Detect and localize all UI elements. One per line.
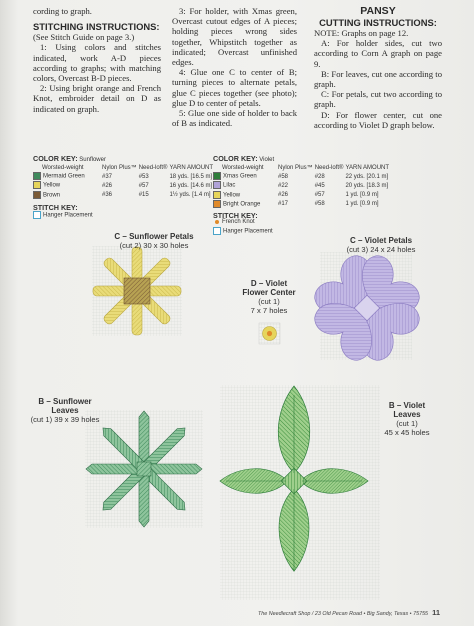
color-name: Yellow xyxy=(43,182,61,189)
color-name: Bright Orange xyxy=(223,201,261,208)
yarn-amount: 16 yds. [14.6 m] xyxy=(169,182,213,189)
yarn-amount: 1 yd. [0.9 m] xyxy=(345,192,379,199)
yarn-amount: 1 yd. [0.9 m] xyxy=(345,201,379,208)
sunflower-petals-label xyxy=(98,232,210,250)
header-amount: YARN AMOUNT xyxy=(169,164,214,171)
label-title: D – Violet xyxy=(250,279,288,288)
label-subtitle: (cut 2) 30 x 30 holes xyxy=(119,241,189,250)
cut-b: B: For leaves, cut one according to graph. xyxy=(314,68,442,90)
stitching-heading: STITCHING INSTRUCTIONS: xyxy=(33,21,160,33)
stitch-key-title: STITCH KEY: xyxy=(33,202,78,212)
label-holes: 45 x 45 holes xyxy=(384,428,430,437)
yarn-amount: 22 yds. [20.1 m] xyxy=(345,173,389,180)
needloft-number: #58 xyxy=(314,201,325,208)
cut-c: C: For petals, cut two according to graph. xyxy=(314,89,442,110)
lead-text: cording to graph. xyxy=(33,6,92,16)
yarn-amount: 1½ yds. [1.4 m] xyxy=(169,192,211,199)
label-title: C – Violet Petals xyxy=(349,236,413,245)
leaf-center xyxy=(137,462,151,476)
yarn-amount: 20 yds. [18.3 m] xyxy=(345,182,389,189)
step-2: 2: Using bright orange and French Knot, embroider detail on D as indicated on graph. xyxy=(33,83,161,114)
nylon-number: #26 xyxy=(102,182,113,189)
needloft-number: #57 xyxy=(314,192,325,199)
header-nylon: Nylon Plus™ xyxy=(278,164,313,171)
label-cut: (cut 1) xyxy=(258,297,280,306)
stitch-key-title: STITCH KEY: xyxy=(213,210,258,220)
color-name: Brown xyxy=(43,192,61,199)
leaf xyxy=(86,464,140,474)
pansy-title: PANSY xyxy=(360,5,396,17)
yarn-amount: 18 yds. [16.5 m] xyxy=(169,173,213,180)
color-key-subtitle: Sunflower xyxy=(79,157,106,163)
violet-center-label xyxy=(229,279,309,315)
needloft-number: #45 xyxy=(314,182,325,189)
nylon-number: #17 xyxy=(278,201,289,208)
nylon-number: #36 xyxy=(102,192,113,199)
leaf xyxy=(139,473,149,527)
needloft-number: #57 xyxy=(138,182,149,189)
hanger-label: Hanger Placement xyxy=(223,228,273,235)
violet-leaves-graph xyxy=(220,385,380,600)
nylon-number: #26 xyxy=(278,192,289,199)
page-footer xyxy=(258,608,440,617)
leaf xyxy=(139,411,149,465)
needloft-number: #53 xyxy=(138,173,149,180)
label-title: B – Violet xyxy=(388,401,426,410)
color-key-title: COLOR KEY: xyxy=(213,154,258,163)
nylon-number: #22 xyxy=(278,182,289,189)
label-subtitle: (cut 3) 24 x 24 holes xyxy=(346,245,416,254)
nylon-number: #58 xyxy=(278,173,289,180)
color-key-title: COLOR KEY: xyxy=(33,154,78,163)
color-key-subtitle: Violet xyxy=(259,157,275,163)
header-nylon: Nylon Plus™ xyxy=(102,164,137,171)
header-worsted: Worsted-weight xyxy=(222,164,264,171)
header-needloft: Need-loft® xyxy=(314,164,344,171)
step-4: 4: Glue one C to center of B; turning pieces to alternate petals, glue C pieces together (see photo); glue D to center of petals. xyxy=(172,67,297,108)
french-knot-label: French Knot xyxy=(222,219,255,226)
sunflower-petals-graph xyxy=(92,246,182,336)
cut-d: D: For flower center, cut one according to Violet D graph below. xyxy=(314,109,442,130)
color-name: Xmas Green xyxy=(223,173,257,180)
color-name: Mermaid Green xyxy=(43,173,85,180)
cutting-heading: CUTTING INSTRUCTIONS: xyxy=(319,17,437,28)
color-name: Yellow xyxy=(223,192,241,199)
step-1: 1: Using colors and stitches indicated, work A-D pieces according to graphs; with matching colors, Overcast B-D pieces. xyxy=(33,42,161,84)
violet-petals-label xyxy=(331,236,431,254)
cut-a: A: For holder sides, cut two according to Corn A graph on page 9. xyxy=(314,38,442,69)
label-title-2: Flower Center xyxy=(242,288,296,297)
violet-petals-graph xyxy=(309,250,425,366)
header-worsted: Worsted-weight xyxy=(42,164,84,171)
step-3: 3: For holder, with Xmas green, Overcast cutout edges of A pieces; holding pieces wrong sides together, Whipstitch together as indicated; Overcast unfinished edges. xyxy=(172,6,297,68)
label-holes: 7 x 7 holes xyxy=(250,306,288,315)
step-5: 5: Glue one side of holder to back of B as indicated. xyxy=(172,108,297,129)
needloft-number: #15 xyxy=(138,192,149,199)
label-title: B – Sunflower xyxy=(38,397,92,406)
hanger-label: Hanger Placement xyxy=(43,212,93,219)
label-title-2: Leaves xyxy=(51,406,79,415)
color-name: Lilac xyxy=(223,182,236,189)
header-amount: YARN AMOUNT xyxy=(345,164,390,171)
label-subtitle: (cut 1) 39 x 39 holes xyxy=(30,415,100,424)
label-cut: (cut 1) xyxy=(396,419,418,428)
stitching-intro: (See Stitch Guide on page 3.) xyxy=(33,32,135,43)
flower-center xyxy=(124,278,150,304)
violet-leaves-label xyxy=(367,401,447,437)
header-needloft: Need-loft® xyxy=(138,164,168,171)
sunflower-leaves-label xyxy=(20,397,110,424)
cutting-note: NOTE: Graphs on page 12. xyxy=(314,28,409,38)
nylon-number: #37 xyxy=(102,173,113,180)
needloft-number: #28 xyxy=(314,173,325,180)
footer-credit: The Needlecraft Shop / 23 Old Pecan Road • Big Sandy, Texas • 75755 xyxy=(257,611,429,617)
violet-center-graph xyxy=(259,323,280,344)
sunflower-leaves-graph xyxy=(85,410,203,528)
page-number: 11 xyxy=(432,608,440,617)
french-knot-icon xyxy=(267,331,272,336)
label-title: C – Sunflower Petals xyxy=(114,232,194,241)
label-title-2: Leaves xyxy=(393,410,421,419)
leaf xyxy=(148,464,202,474)
